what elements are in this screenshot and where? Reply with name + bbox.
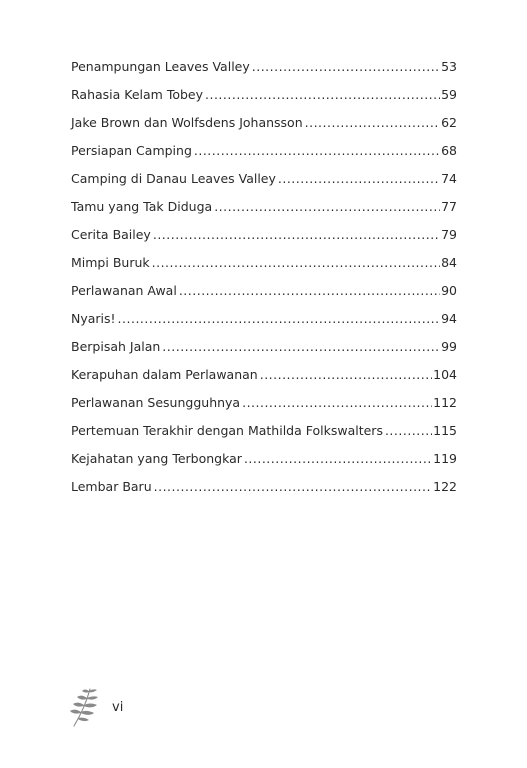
page-footer: [68, 686, 123, 728]
toc-entry-title: Perlawanan Sesungguhnya: [71, 395, 241, 410]
toc-entry-page: 112: [433, 395, 457, 410]
toc-entry-title: Berpisah Jalan: [71, 339, 161, 354]
toc-entry-title: Jake Brown dan Wolfsdens Johansson: [71, 115, 303, 130]
toc-dot-leader: [252, 57, 440, 77]
toc-entry-page: 53: [441, 59, 457, 74]
toc-entry-page: 77: [441, 199, 457, 214]
toc-entry[interactable]: [71, 337, 457, 365]
toc-entry-title: Rahasia Kelam Tobey: [71, 87, 204, 102]
toc-entry-page: 94: [441, 311, 457, 326]
toc-entry-title: Kejahatan yang Terbongkar: [71, 451, 242, 466]
leaf-sprig-icon: [68, 686, 102, 728]
toc-dot-leader: [162, 337, 440, 357]
toc-entry-page: 59: [441, 87, 457, 102]
toc-dot-leader: [260, 365, 432, 385]
toc-entry-title: Lembar Baru: [71, 479, 152, 494]
toc-entry-page: 62: [441, 115, 457, 130]
toc-entry-page: 104: [433, 367, 457, 382]
toc-entry[interactable]: [71, 477, 457, 505]
toc-entry[interactable]: [71, 421, 457, 449]
toc-entry[interactable]: [71, 253, 457, 281]
toc-dot-leader: [205, 85, 440, 105]
toc-entry[interactable]: [71, 449, 457, 477]
toc-entry[interactable]: [71, 169, 457, 197]
toc-dot-leader: [154, 477, 433, 497]
toc-entry[interactable]: [71, 365, 457, 393]
toc-entry[interactable]: [71, 141, 457, 169]
toc-entry-title: Kerapuhan dalam Perlawanan: [71, 367, 258, 382]
toc-dot-leader: [153, 225, 440, 245]
toc-entry-title: Perlawanan Awal: [71, 283, 177, 298]
table-of-contents: [71, 57, 457, 505]
toc-entry-title: Mimpi Buruk: [71, 255, 150, 270]
toc-dot-leader: [214, 197, 440, 217]
toc-entry[interactable]: [71, 393, 457, 421]
toc-dot-leader: [244, 449, 432, 469]
toc-entry[interactable]: [71, 225, 457, 253]
toc-dot-leader: [385, 421, 432, 441]
toc-dot-leader: [305, 113, 440, 133]
toc-entry-page: 84: [441, 255, 457, 270]
toc-entry[interactable]: [71, 281, 457, 309]
toc-entry[interactable]: [71, 197, 457, 225]
toc-entry-title: Tamu yang Tak Diduga: [71, 199, 213, 214]
toc-entry-title: Camping di Danau Leaves Valley: [71, 171, 276, 186]
toc-entry-page: 68: [441, 143, 457, 158]
toc-entry-page: 90: [441, 283, 457, 298]
toc-entry-title: Nyaris!: [71, 311, 116, 326]
toc-entry[interactable]: [71, 309, 457, 337]
toc-dot-leader: [179, 281, 440, 301]
toc-entry[interactable]: [71, 113, 457, 141]
toc-entry-title: Persiapan Camping: [71, 143, 192, 158]
toc-entry-title: Penampungan Leaves Valley: [71, 59, 250, 74]
toc-entry-page: 115: [433, 423, 457, 438]
toc-entry-title: Cerita Bailey: [71, 227, 151, 242]
toc-dot-leader: [242, 393, 432, 413]
toc-dot-leader: [118, 309, 441, 329]
toc-entry-page: 74: [441, 171, 457, 186]
toc-entry-page: 79: [441, 227, 457, 242]
toc-entry-page: 122: [433, 479, 457, 494]
toc-dot-leader: [194, 141, 440, 161]
page-number: vi: [112, 699, 124, 715]
toc-dot-leader: [278, 169, 440, 189]
toc-entry-page: 119: [433, 451, 457, 466]
toc-dot-leader: [152, 253, 440, 273]
toc-entry[interactable]: [71, 85, 457, 113]
toc-entry-title: Pertemuan Terakhir dengan Mathilda Folkswalters: [71, 423, 383, 438]
toc-entry-page: 99: [441, 339, 457, 354]
toc-entry[interactable]: [71, 57, 457, 85]
